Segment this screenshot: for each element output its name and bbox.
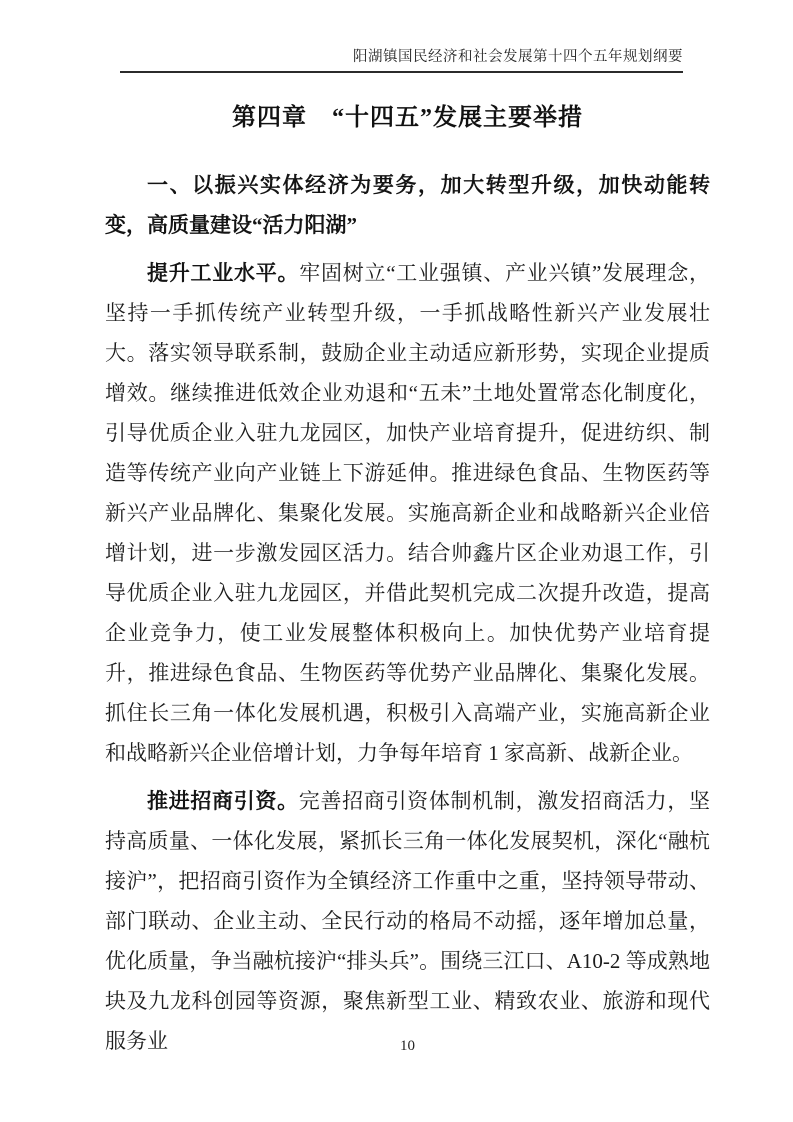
paragraph-text: 完善招商引资体制机制，激发招商活力，坚持高质量、一体化发展，紧抓长三角一体化发展契机，深化“融杭接沪”，把招商引资作为全镇经济工作重中之重，坚持领导带动、部门联动、企业主动、全民行动的格局不动摇，逐年增加总量，优化质量，争当融杭接沪“排头兵”。围绕三江口、A10-2 等成熟地块及九龙科创园等资源，聚焦新型工业、精致农业、旅游和现代服务业 xyxy=(105,789,711,1053)
running-header-text: 阳湖镇国民经济和社会发展第十四个五年规划纲要 xyxy=(353,49,683,65)
paragraph-lead: 推进招商引资。 xyxy=(147,789,299,813)
section-heading: 一、以振兴实体经济为要务，加大转型升级，加快动能转变，高质量建设“活力阳湖” xyxy=(105,173,710,237)
paragraph-industry xyxy=(105,253,710,773)
body-text xyxy=(105,165,710,1061)
chapter-title: 第四章 “十四五”发展主要举措 xyxy=(232,105,583,131)
paragraph-investment xyxy=(105,781,710,1061)
page-number: 10 xyxy=(400,1038,415,1054)
paragraph-lead: 提升工业水平。 xyxy=(147,261,300,285)
running-header xyxy=(120,48,683,73)
paragraph-text: 牢固树立“工业强镇、产业兴镇”发展理念，坚持一手抓传统产业转型升级，一手抓战略性新兴产业发展壮大。落实领导联系制，鼓励企业主动适应新形势，实现企业提质增效。继续推进低效企业劝退和“五未”土地处置常态化制度化，引导优质企业入驻九龙园区，加快产业培育提升，促进纺织、制造等传统产业向产业链上下游延伸。推进绿色食品、生物医药等新兴产业品牌化、集聚化发展。实施高新企业和战略新兴企业倍增计划，进一步激发园区活力。结合帅鑫片区企业劝退工作，引导优质企业入驻九龙园区，并借此契机完成二次提升改造，提高企业竞争力，使工业发展整体积极向上。加快优势产业培育提升，推进绿色食品、生物医药等优势产业品牌化、集聚化发展。抓住长三角一体化发展机遇，积极引入高端产业，实施高新企业和战略新兴企业倍增计划，力争每年培育 1 家高新、战新企业。 xyxy=(105,261,711,765)
